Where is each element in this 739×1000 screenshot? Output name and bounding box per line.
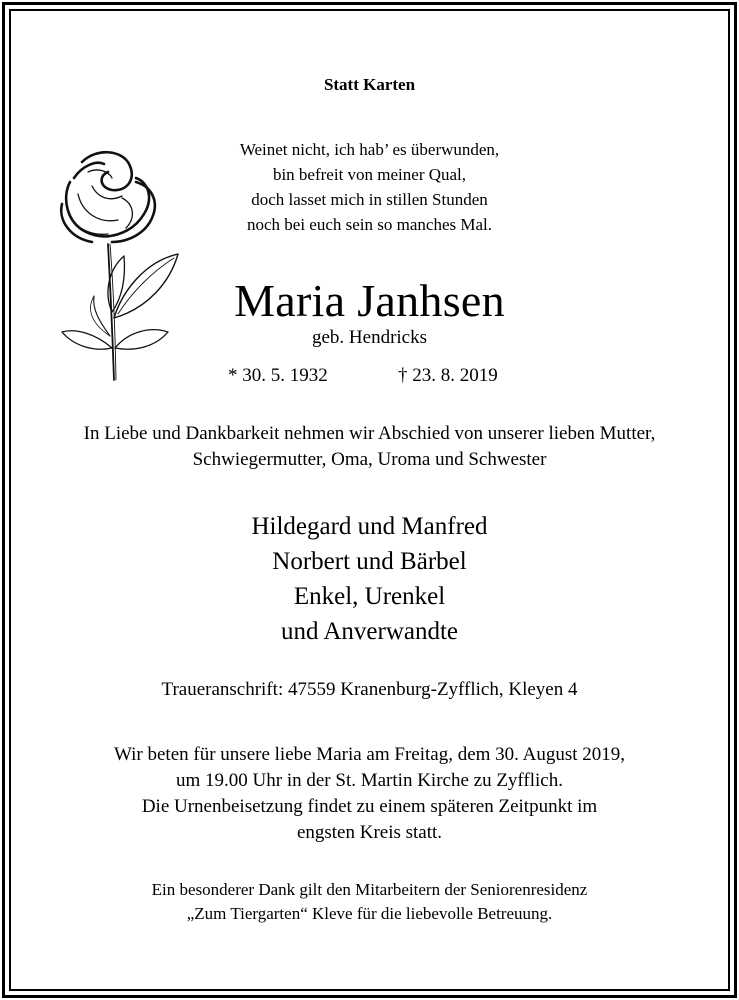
service-line: Wir beten für unsere liebe Maria am Freitag, dem 30. August 2019, <box>113 744 626 765</box>
birth-date: * 30. 5. 1932 <box>228 365 328 386</box>
maiden-name: geb. Hendricks <box>311 327 428 348</box>
intro-line: Schwiegermutter, Oma, Uroma und Schwester <box>192 449 547 470</box>
mourning-address: Traueranschrift: 47559 Kranenburg-Zyfflich, Kleyen 4 <box>161 679 578 700</box>
family-line: Hildegard und Manfred <box>251 513 488 540</box>
rose-icon <box>52 142 192 392</box>
family-list <box>0 509 739 649</box>
poem-line: bin befreit von meiner Qual, <box>272 165 467 184</box>
service-line: um 19.00 Uhr in der St. Martin Kirche zu Zyfflich. <box>176 770 563 791</box>
service-line: engsten Kreis statt. <box>296 822 443 843</box>
intro-line: In Liebe und Dankbarkeit nehmen wir Abschied von unserer lieben Mutter, <box>83 423 656 444</box>
death-date: † 23. 8. 2019 <box>398 365 498 386</box>
family-line: Norbert und Bärbel <box>272 548 467 575</box>
thanks-note <box>0 878 739 926</box>
header-title: Statt Karten <box>323 75 416 94</box>
intro-text <box>0 421 739 473</box>
family-line: und Anverwandte <box>280 618 459 645</box>
deceased-name: Maria Janhsen <box>234 275 505 326</box>
poem-line: noch bei euch sein so manches Mal. <box>246 215 492 234</box>
service-info <box>0 742 739 846</box>
thanks-line: „Zum Tiergarten“ Kleve für die liebevolle Betreuung. <box>186 904 553 923</box>
poem-line: doch lasset mich in stillen Stunden <box>251 190 488 209</box>
poem-line: Weinet nicht, ich hab’ es überwunden, <box>239 140 500 159</box>
thanks-line: Ein besonderer Dank gilt den Mitarbeitern der Seniorenresidenz <box>151 880 588 899</box>
service-line: Die Urnenbeisetzung findet zu einem späteren Zeitpunkt im <box>141 796 598 817</box>
family-line: Enkel, Urenkel <box>293 583 446 610</box>
